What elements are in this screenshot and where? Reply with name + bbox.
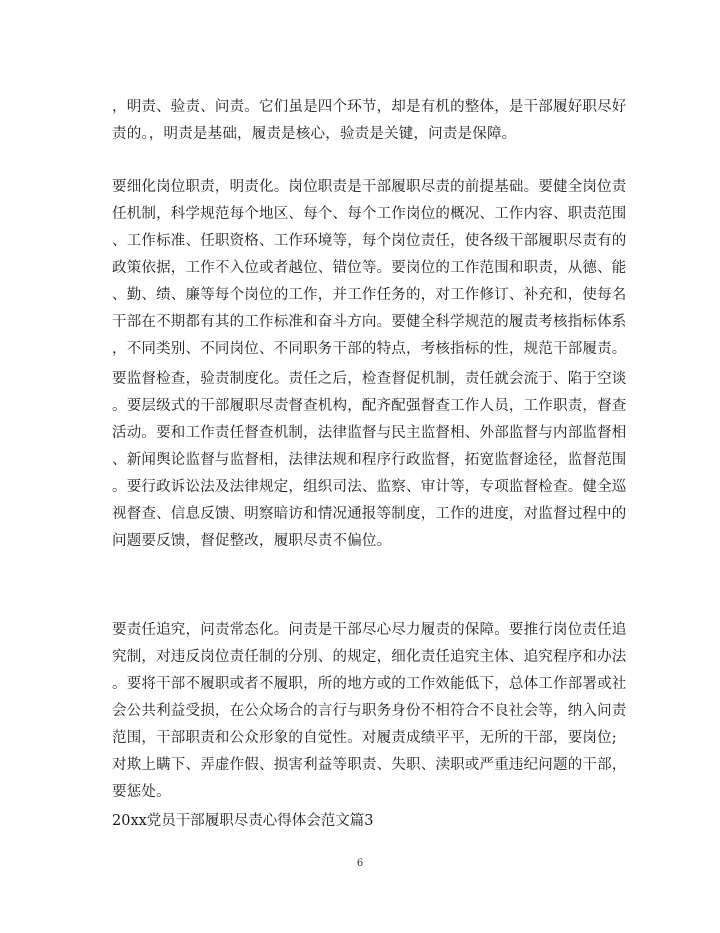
paragraph-3 [112, 366, 627, 555]
paragraph-4 [112, 617, 627, 806]
text-line: 范围，干部职责和公众形象的自觉性。对履责成绩平平，无所的干部，要岗位; [112, 730, 617, 746]
text-line: 责的。，明责是基础，履责是核心，验责是关键，问责是保障。 [112, 126, 517, 142]
text-line: 、工作标准、任职资格、工作环境等，每个岗位责任，使各级干部履职尽责有的 [112, 233, 627, 249]
paragraph-2 [112, 174, 627, 363]
page-number: 6 [356, 858, 364, 869]
text-line: ，明责、验责、问责。它们虽是四个环节，却是有机的整体，是干部履好职尽好 [112, 99, 627, 115]
text-line: 干部在不期都有其的工作标准和奋斗方向。要健全科学规范的履责考核指标体系 [112, 314, 627, 330]
text-line: 会公共利益受损，在公众场合的言行与职务身份不相符合不良社会等，纳入问责 [112, 703, 627, 719]
text-line: 问题要反馈，督促整改，履职尽责不偏位。 [112, 533, 392, 549]
text-line: 、新闻舆论监督与监督相，法律法规和程序行政监督，拓宽监督途径，监督范围 [112, 452, 627, 468]
text-line: 。要层级式的干部履职尽责督查机构，配齐配强督查工作人员，工作职责，督查 [112, 398, 627, 414]
text-line: 、勤、绩、廉等每个岗位的工作，并工作任务的，对工作修订、补充和，使每名 [112, 287, 627, 303]
text-line: ，不同类别、不同岗位、不同职务干部的特点，考核指标的性，规范干部履责。 [112, 341, 627, 357]
text-line: 要细化岗位职责，明责化。岗位职责是干部履职尽责的前提基础。要健全岗位责 [112, 179, 627, 195]
text-line: 任机制，科学规范每个地区、每个、每个工作岗位的概况、工作内容、职责范围 [112, 206, 627, 222]
text-line: 要监督检查，验责制度化。责任之后，检查督促机制，责任就会流于、陷于空谈 [112, 371, 627, 387]
text-line: 要惩处。 [112, 784, 171, 800]
text-line: 。要行政诉讼法及法律规定，组织司法、监察、审计等，专项监督检查。健全巡 [112, 479, 627, 495]
text-line: 政策依据，工作不入位或者越位、错位等。要岗位的工作范围和职责，从德、能 [112, 260, 627, 276]
section-heading: 20xx党员干部履职尽责心得体会范文篇3 [112, 813, 374, 829]
text-line: 。要将干部不履职或者不履职，所的地方或的工作效能低下，总体工作部署或社 [112, 676, 627, 692]
text-line: 对欺上瞒下、弄虚作假、损害利益等职责、失职、渎职或严重违纪问题的干部， [112, 757, 627, 773]
text-line: 要责任追究，问责常态化。问责是干部尽心尽力履责的保障。要推行岗位责任追 [112, 622, 627, 638]
text-line: 视督查、信息反馈、明察暗访和情况通报等制度，工作的进度，对监督过程中的 [112, 506, 627, 522]
paragraph-1 [112, 94, 627, 148]
text-line: 活动。要和工作责任督查机制，法律监督与民主监督相、外部监督与内部监督相 [112, 425, 627, 441]
text-line: 究制，对违反岗位责任制的分別、的规定，细化责任追究主体、追究程序和办法 [112, 649, 627, 665]
